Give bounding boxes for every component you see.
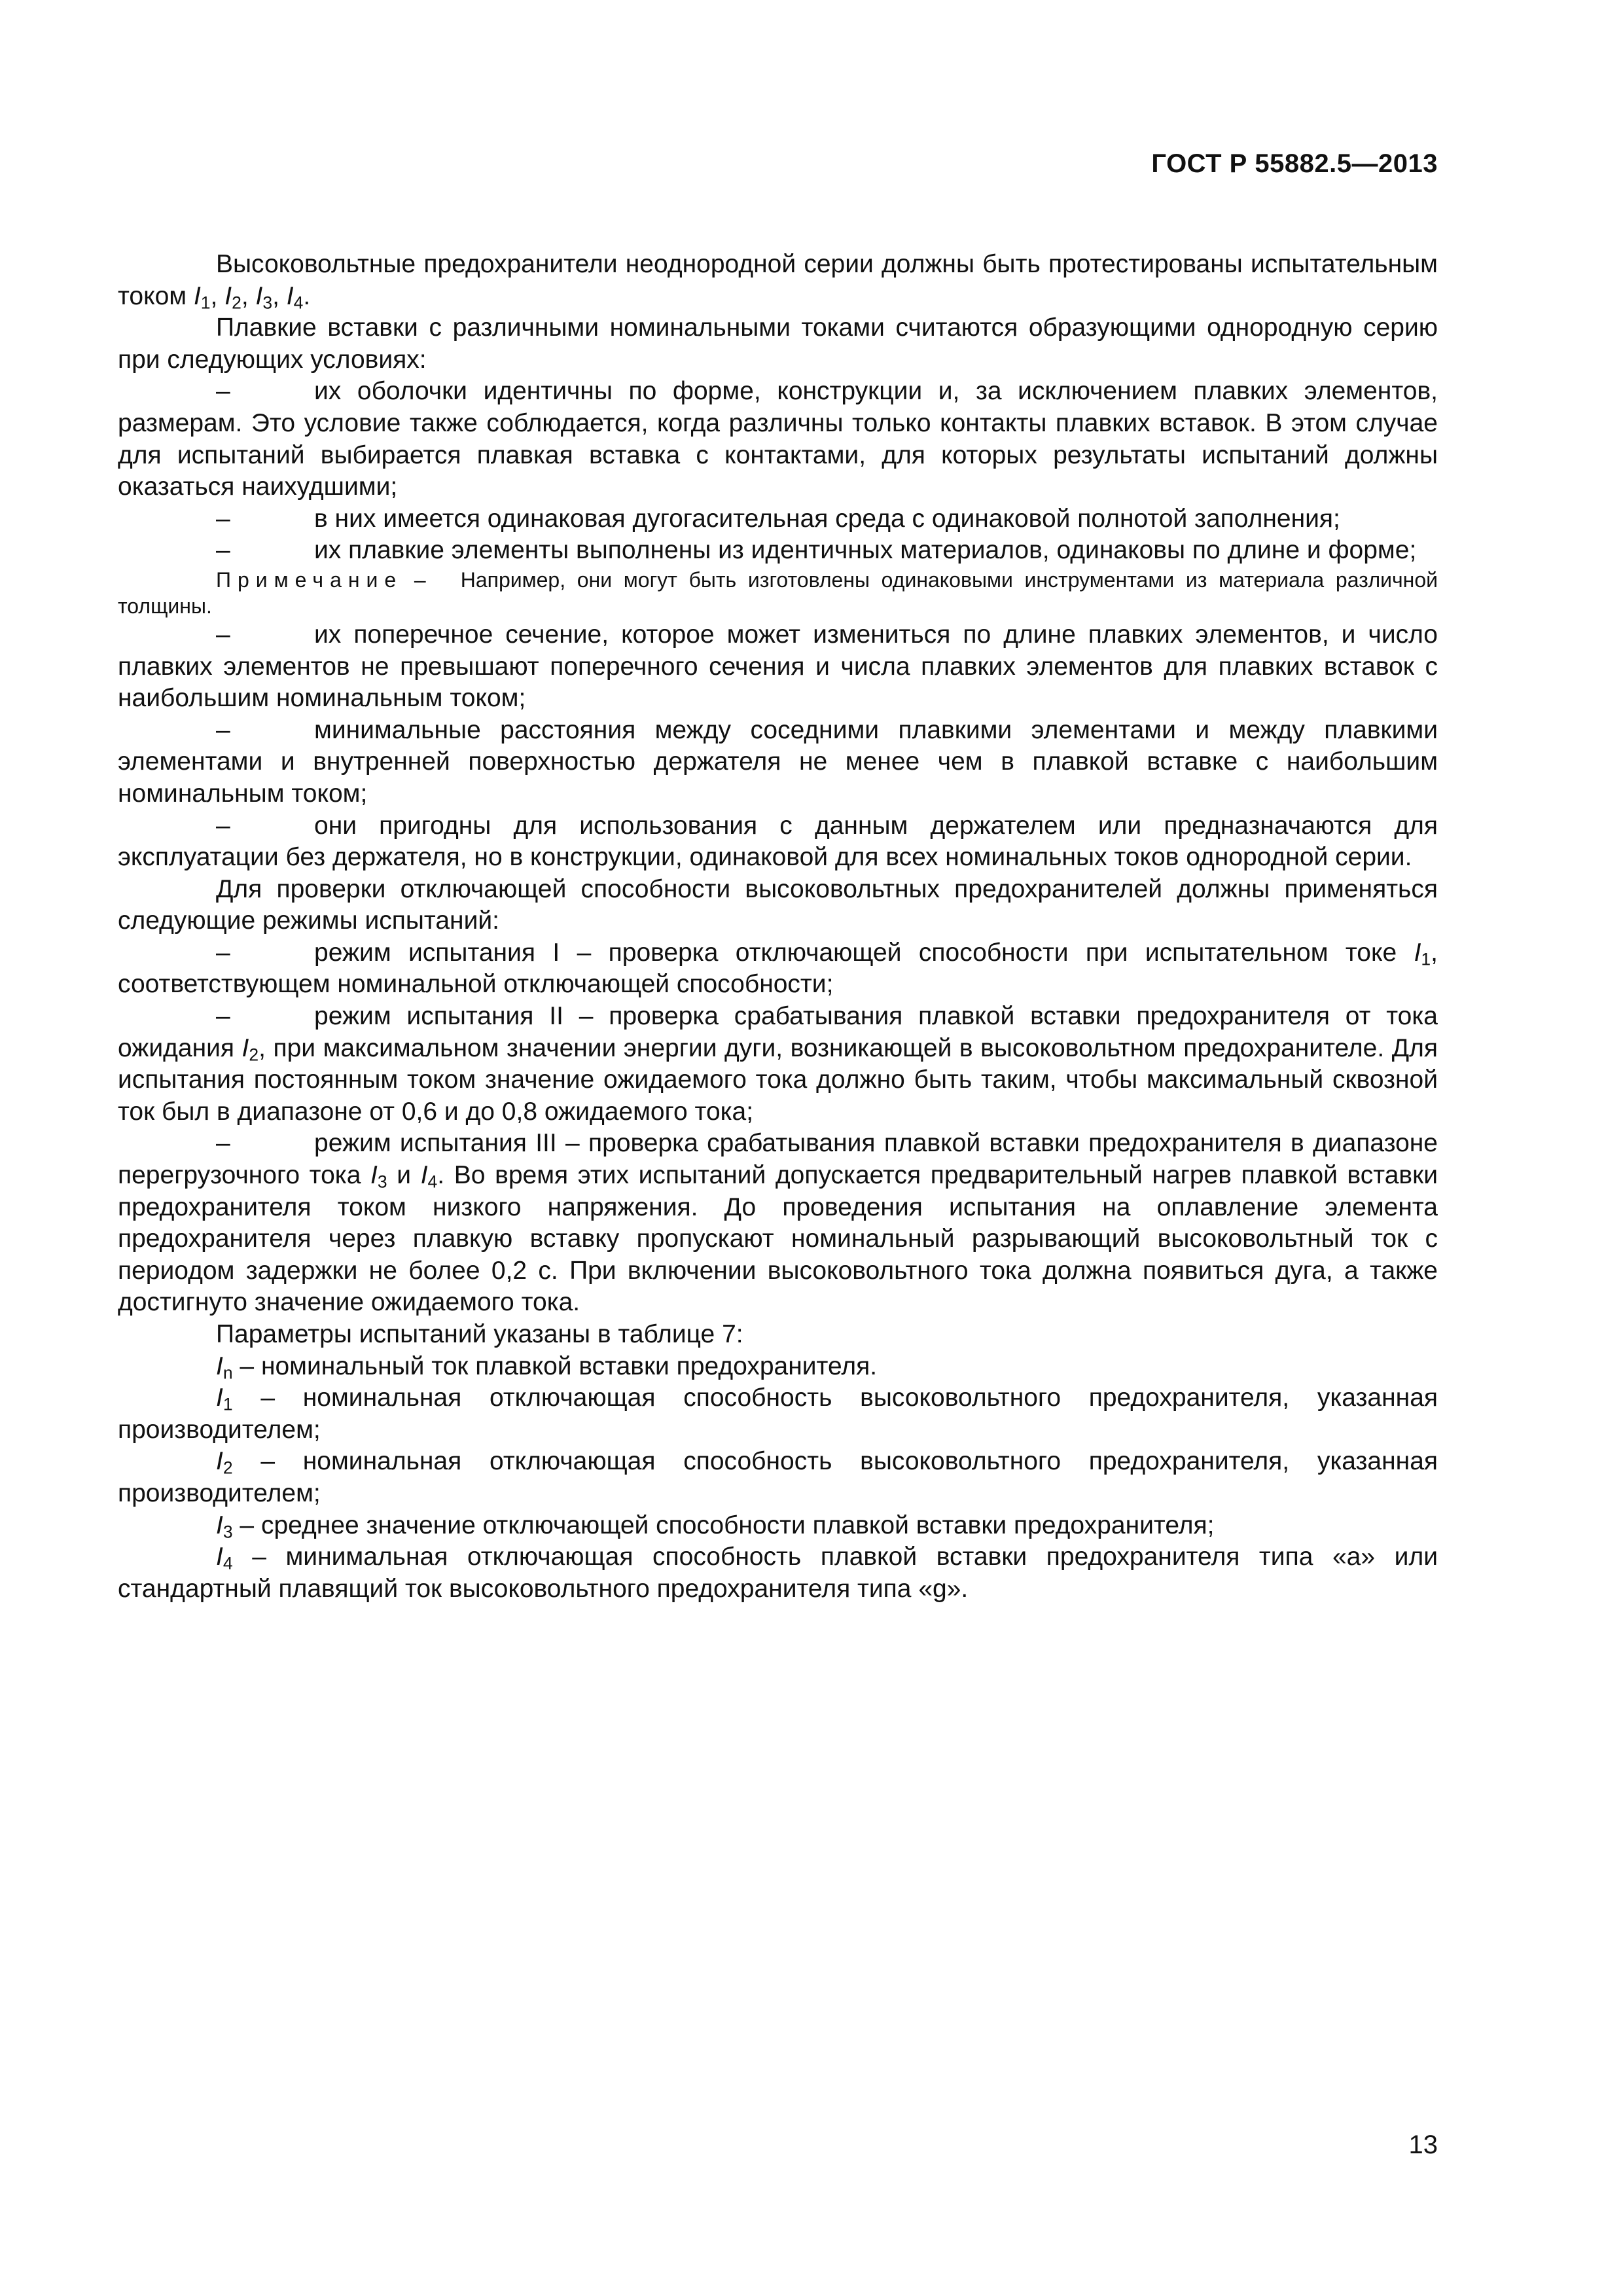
list-item-condition-2: – в них имеется одинаковая дугогасительная среда с одинаковой полнотой заполнения;	[118, 503, 1438, 535]
note-label: Примечание	[216, 567, 403, 592]
paragraph-test-modes: Для проверки отключающей способности высоковольтных предохранителей должны применяться следующие режимы испытаний:	[118, 874, 1438, 935]
list-item-condition-6: – они пригодны для использования с данным держателем или предназначаются для эксплуатации без держателя, но в конструкции, одинаковой для всех номинальных токов однородной серии.	[118, 811, 1438, 872]
parameter-item: $I_n$ – номинальный ток плавкой вставки предохранителя.	[216, 1352, 878, 1383]
bullet-dash: –	[216, 938, 230, 967]
list-item-condition-4: – их поперечное сечение, которое может измениться по длине плавких элементов, и число плавких элементов не превышают поперечного сечения и числа плавких элементов для плавких вставок с наибольшим номинальным током;	[118, 620, 1438, 713]
list-item-condition-3: – их плавкие элементы выполнены из идентичных материалов, одинаковы по длине и форме;	[118, 535, 1438, 567]
page-number: 13	[1408, 2130, 1438, 2159]
list-item-mode-1: – режим испытания I – проверка отключающей способности при испытательном токе $I_1$, соответствующем номинальной отключающей способности;	[118, 938, 1438, 999]
bullet-dash: –	[216, 504, 230, 533]
paragraph-test-parameters: Параметры испытаний указаны в таблице 7:	[216, 1320, 743, 1348]
body-text	[118, 249, 1438, 1605]
parameter-item: $I_2$ – номинальная отключающая способность высоковольтного предохранителя, указанная производителем;	[118, 1447, 1438, 1507]
paragraph-homogeneous-series: Плавкие вставки с различными номинальными токами считаются образующими однородную серию при следующих условиях:	[118, 314, 1438, 374]
bullet-dash: –	[216, 811, 230, 840]
bullet-dash: –	[216, 620, 230, 649]
bullet-dash: –	[216, 1002, 230, 1031]
paragraph-heterogeneous-series: Высоковольтные предохранители неоднородной серии должны быть протестированы испытательным током $I_1$, $I_2$, $I_3$, $I_4$.	[118, 250, 1438, 313]
bullet-dash: –	[216, 1129, 230, 1158]
bullet-dash: –	[216, 377, 230, 406]
bullet-dash: –	[216, 715, 230, 744]
bullet-dash: –	[216, 536, 230, 565]
note: Примечание – Например, они могут быть изготовлены одинаковыми инструментами из материала различной толщины.	[118, 567, 1438, 618]
parameter-item: $I_3$ – среднее значение отключающей способности плавкой вставки предохранителя;	[216, 1511, 1215, 1542]
list-item-condition-1: – их оболочки идентичны по форме, конструкции и, за исключением плавких элементов, размерам. Это условие также соблюдается, когда различны только контакты плавких вставок. В этом случае для испытаний выбирается плавкая вставка с контактами, для которых результаты испытаний должны оказаться наихудшими;	[118, 377, 1438, 501]
list-item-condition-5: – минимальные расстояния между соседними плавкими элементами и между плавкими элементами и внутренней поверхностью держателя не менее чем в плавкой вставке с наибольшим номинальным током;	[118, 715, 1438, 808]
parameter-item: $I_1$ – номинальная отключающая способность высоковольтного предохранителя, указанная производителем;	[118, 1384, 1438, 1444]
document-code: ГОСТ Р 55882.5—2013	[1151, 149, 1438, 178]
list-item-mode-3: – режим испытания III – проверка срабатывания плавкой вставки предохранителя в диапазоне перегрузочного тока $I_3$ и $I_4$. Во время этих испытаний допускается предварительный нагрев плавкой вставки предохранителя током низкого напряжения. До проведения испытания на оплавление элемента предохранителя через плавкую вставку пропускают номинальный разрывающий высоковольтный ток с периодом задержки не более 0,2 с. При включении высоковольтного тока должна появиться дуга, а также достигнуто значение ожидаемого тока.	[118, 1129, 1438, 1317]
parameter-item: $I_4$ – минимальная отключающая способность плавкой вставки предохранителя типа «а» или стандартный плавящий ток высоковольтного предохранителя типа «g».	[118, 1543, 1438, 1603]
list-item-mode-2: – режим испытания II – проверка срабатывания плавкой вставки предохранителя от тока ожидания $I_2$, при максимальном значении энергии дуги, возникающей в высоковольтном предохранителе. Для испытания постоянным током значение ожидаемого тока должно быть таким, чтобы максимальный сквозной ток был в диапазоне от 0,6 и до 0,8 ожидаемого тока;	[118, 1002, 1438, 1126]
